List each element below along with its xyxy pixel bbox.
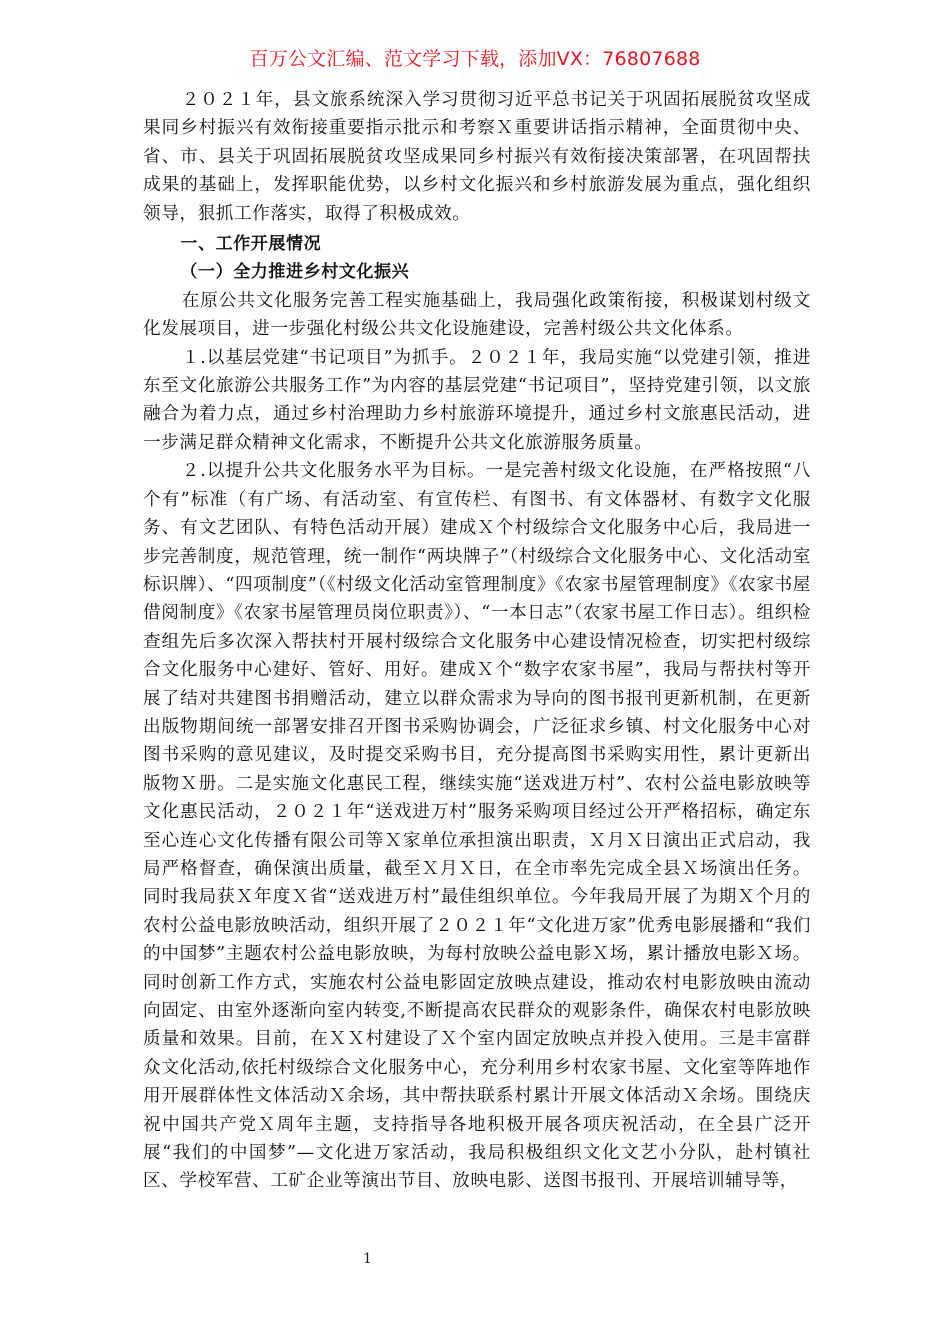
intro-paragraph: ２０２１年，县文旅系统深入学习贯彻习近平总书记关于巩固拓展脱贫攻坚成果同乡村振兴有效衔接重要指示批示和考察Ｘ重要讲话指示精神，全面贯彻中央、省、市、县关于巩固拓展脱贫攻坚成果同乡村振兴有效衔接决策部署，在巩固帮扶成果的基础上，发挥职能优势，以乡村文化振兴和乡村旅游发展为重点，强化组织领导，狠抓工作落实，取得了积极成效。 (143, 90, 811, 224)
subsection-heading: （一）全力推进乡村文化振兴 (180, 262, 410, 283)
document-body (143, 86, 811, 1196)
section-heading: 一、工作开展情况 (180, 234, 322, 255)
body-paragraph: １.以基层党建“书记项目”为抓手。２０２１年，我局实施“以党建引领，推进东至文化旅游公共服务工作”为内容的基层党建“书记项目”，坚持党建引领，以文旅融合为着力点，通过乡村治理助力乡村旅游环境提升，通过乡村文旅惠民活动，进一步满足群众精神文化需求，不断提升公共文化旅游服务质量。 (143, 347, 811, 453)
body-paragraph: ２.以提升公共文化服务水平为目标。一是完善村级文化设施，在严格按照“八个有”标准（有广场、有活动室、有宣传栏、有图书、有文体器材、有数字文化服务、有文艺团队、有特色活动开展）建成Ｘ个村级综合文化服务中心后，我局进一步完善制度，规范管理，统一制作“两块牌子”（村级综合文化服务中心、文化活动室标识牌）、“四项制度”（《村级文化活动室管理制度》《农家书屋管理制度》《农家书屋借阅制度》《农家书屋管理员岗位职责》）、“一本日志”（农家书屋工作日志）。组织检查组先后多次深入帮扶村开展村级综合文化服务中心建设情况检查，切实把村级综合文化服务中心建好、管好、用好。建成Ｘ个“数字农家书屋”，我局与帮扶村等开展了结对共建图书捐赠活动，建立以群众需求为导向的图书报刊更新机制，在更新出版物期间统一部署安排召开图书采购协调会，广泛征求乡镇、村文化服务中心对图书采购的意见建议，及时提交采购书目，充分提高图书采购实用性，累计更新出版物Ｘ册。二是实施文化惠民工程，继续实施“送戏进万村”、农村公益电影放映等文化惠民活动，２０２１年“送戏进万村”服务采购项目经过公开严格招标，确定东至心连心文化传播有限公司等Ｘ家单位承担演出职责，Ｘ月Ｘ日演出正式启动，我局严格督查，确保演出质量，截至Ｘ月Ｘ日，在全市率先完成全县Ｘ场演出任务。同时我局获Ｘ年度Ｘ省“送戏进万村”最佳组织单位。今年我局开展了为期Ｘ个月的农村公益电影放映活动，组织开展了２０２１年“文化进万家”优秀电影展播和“我们的中国梦”主题农村公益电影放映，为每村放映公益电影Ｘ场，累计播放电影Ｘ场。同时创新工作方式，实施农村公益电影固定放映点建设，推动农村电影放映由流动向固定、由室外逐渐向室内转变,不断提高农民群众的观影条件，确保农村电影放映质量和效果。目前，在ＸＸ村建设了Ｘ个室内固定放映点并投入使用。三是丰富群众文化活动,依托村级综合文化服务中心，充分利用乡村农家书屋、文化室等阵地作用开展群体性文体活动Ｘ余场，其中帮扶联系村累计开展文体活动Ｘ余场。围绕庆祝中国共产党Ｘ周年主题，支持指导各地积极开展各项庆祝活动，在全县广泛开展“我们的中国梦”—文化进万家活动，我局积极组织文化文艺小分队，赴村镇社区、学校军营、工矿企业等演出节目、放映电影、送图书报刊、开展培训辅导等， (143, 461, 811, 1192)
watermark-header: 百万公文汇编、范文学习下载，添加VX：76807688 (249, 48, 701, 70)
page-number: 1 (363, 1251, 372, 1267)
body-paragraph: 在原公共文化服务完善工程实施基础上，我局强化政策衔接，积极谋划村级文化发展项目，进一步强化村级公共文化设施建设，完善村级公共文化体系。 (143, 290, 811, 340)
